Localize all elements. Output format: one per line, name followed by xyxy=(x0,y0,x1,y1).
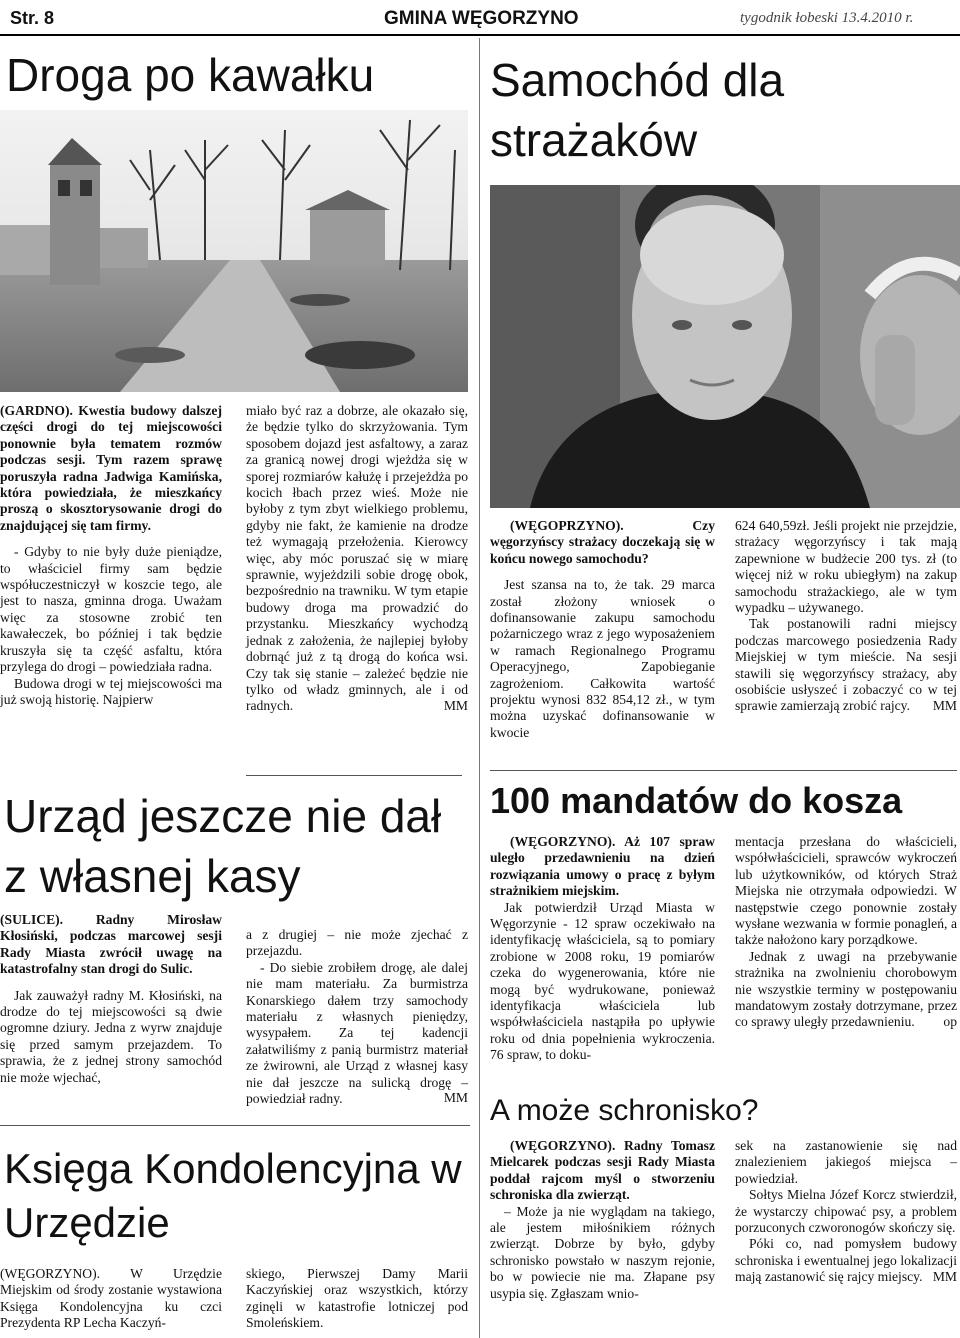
article-title-schronisko: A może schronisko? xyxy=(490,1094,759,1127)
page-number: Str. 8 xyxy=(10,8,55,28)
article3-lead: (SULICE). Radny Mirosław Kłosiński, podczas marcowej sesji Rady Miasta zwrócił uwagę na katastrofalny stan drogi do Sulic. xyxy=(0,912,222,977)
paragraph: Tak postanowili radni miejscy podczas marcowego posiedzenia Rady Miejskiej w tym mieście. Na sesji stawili się węgorzyńscy strażacy, aby osobiście usłyszeć i zobaczyć co w tej sprawie zamierzają zrobić rajcy. xyxy=(735,616,957,714)
header-rule xyxy=(0,34,960,36)
article-rule xyxy=(0,1125,470,1126)
issue-date: tygodnik łobeski 13.4.2010 r. xyxy=(740,10,914,26)
column-divider xyxy=(479,38,480,1338)
paragraph: Budowa drogi w tej miejscowości ma już swoją historię. Najpierw xyxy=(0,675,222,707)
signature: op xyxy=(943,1013,957,1029)
signature: MM xyxy=(443,697,468,713)
signature: MM xyxy=(932,697,957,713)
article4-column2 xyxy=(735,834,957,1030)
article1-column2 xyxy=(246,403,468,714)
section-title: GMINA WĘGORZYNO xyxy=(384,8,579,29)
paragraph: Póki co, nad pomysłem budowy schroniska i ewentualnej jego lokalizacji mają zastanowić się rajcy miejscy. xyxy=(735,1236,957,1285)
paragraph: skiego, Pierwszej Damy Marii Kaczyńskiej oraz wszystkich, którzy zginęli w katastrofie lotniczej pod Smoleńskiem. xyxy=(246,1266,468,1331)
paragraph: Jest szansa na to, że tak. 29 marca został złożony wniosek o dofinansowanie zakupu samochodu pożarniczego wraz z jego wyposażeniem w ramach Regionalnego Programu Operacyjnego, Zapobieganie zagrożeniom. Całkowita wartość projektu wynosi 832 854,12 zł., w tym można uzyskać dofinansowanie w kwocie xyxy=(490,577,715,740)
paragraph: - Gdyby to nie były duże pieniądze, to właściciel firmy sam będzie współuczestniczył w koszcie tego, ale jest to nasza, gminna droga. Uważam więc za stosowne zrobić ten kawałeczek, bo później i tak będzie kruszyła się ta część asfaltu, która przylega do drogi – powiedziała radna. xyxy=(0,544,222,675)
paragraph: a z drugiej – nie może zjechać z przejazdu. xyxy=(246,927,468,959)
paragraph: – Może ja nie wyglądam na takiego, ale jestem miłośnikiem różnych zwierząt. Dobrze by było, gdyby schronisko powstało w naszym rejonie, bo w powiecie nie ma. Złapane psy usypia się. Zgłaszam wnio- xyxy=(490,1203,715,1301)
paragraph: (WĘGORZYNO). W Urzędzie Miejskim od środy zostanie wystawiona Księga Kondolencyjna ku czci Prezydenta RP Lecha Kaczyń- xyxy=(0,1266,222,1331)
paragraph: mentacja przesłana do właścicieli, współwłaścicieli, sprawców wykroczeń lub użytkowników, od których Straż Miejska nie otrzymała odpowiedzi. W następstwie czego ponownie zostały wysłane wezwania w formie ponagleń, a także nałożono kary porządkowe. xyxy=(735,834,957,948)
paragraph: Jak zauważył radny M. Kłosiński, na drodze do tej miejscowości są dwie ogromne dziury. Jedna z wyrw znajduje się przed samym przejazdem. To sprawia, że z jednej strony samochód nie może wjechać, xyxy=(0,987,222,1085)
article-title-samochod: Samochód dla strażaków xyxy=(490,54,785,166)
article5-column1 xyxy=(490,1138,715,1302)
article6-column2 xyxy=(246,1266,468,1332)
paragraph: 624 640,59zł. Jeśli projekt nie przejdzie, strażacy węgorzyńscy i tak mają zapewnione w budżecie 200 tys. zł (to więcej niż w roku ubiegłym) na zakup samochodu strażackiego, ale w tym wypadku – używanego. xyxy=(735,518,957,616)
article1-column1 xyxy=(0,403,222,708)
article4-lead: (WĘGORZYNO). Aż 107 spraw uległo przedawnieniu na dzień rozwiązania umowy o pracę z byłym strażnikiem miejskim. xyxy=(490,834,715,899)
article2-column1 xyxy=(490,518,715,741)
article-title-mandaty: 100 mandatów do kosza xyxy=(490,780,903,821)
article2-lead: (WĘGOPRZYNO). Czy węgorzyńscy strażacy doczekają się w końcu nowego samochodu? xyxy=(490,518,715,566)
paragraph: Jak potwierdził Urząd Miasta w Węgorzynie - 12 spraw oczekiwało na identyfikację właściciela, są to pomiary zrobione w 2008 roku, 19 pomiarów czeka do wygenerowania, które nie mogą być wydrukowane, ponieważ identyfikacja właściciela lub współwłaściciela nastąpiła po upływie roku od dnia popełnienia wykroczenia. 76 spraw, to doku- xyxy=(490,899,715,1063)
article-rule xyxy=(490,770,957,771)
article5-column2 xyxy=(735,1138,957,1285)
paragraph: miało być raz a dobrze, ale okazało się, że będzie tylko do skrzyżowania. Tym sposobem dojazd jest asfaltowy, a zaraz za granicą nowej drogi wjeżdża się w sporej rozmiarów kałużę i przejeżdża po kocich łbach przez wieś. Może nie byłoby z tym zbyt wielkiego problemu, gdyby nie fakt, że kamienie na drodze też wymagają przełożenia. Kierowcy więc, aby móc poruszać się w miarę sprawnie, wyjeżdzili sobie drogę obok, bezpośrednio na trawniku. W tym etapie budowy droga ma prowadzić do przystanku. Mieszkańcy wychodzą jednak z założenia, że najlepiej byłoby dobrnąć już z tą drogą do końca wsi. Czy tak się stanie – zależeć będzie nie tylko od władz gminnych, ale i od radnych. xyxy=(246,403,468,714)
article5-lead: (WĘGORZYNO). Radny Tomasz Mielcarek podczas sesji Rady Miasta poddał rajcom myśl o stworzeniu schroniska dla zwierząt. xyxy=(490,1138,715,1203)
article6-column1 xyxy=(0,1266,222,1332)
paragraph: Jednak z uwagi na przebywanie strażnika na zwolnieniu chorobowym nie wszystkie terminy w postępowaniu mandatowym zostały dotrzymane, przez co sprawy uległy przedawnieniu. xyxy=(735,948,957,1030)
firefighters-photo xyxy=(490,185,960,508)
paragraph: sek na zastanowienie się nad znalezieniem jakiegoś miejsca – powiedział. xyxy=(735,1138,957,1186)
article-title-urzad: Urząd jeszcze nie dał z własnej kasy xyxy=(4,790,442,902)
article4-column1 xyxy=(490,834,715,1064)
article-title-ksiega: Księga Kondolencyjna w Urzędzie xyxy=(4,1145,462,1246)
article-title-droga: Droga po kawałku xyxy=(6,49,375,101)
road-photo xyxy=(0,110,468,392)
article2-column2 xyxy=(735,518,957,714)
signature: MM xyxy=(932,1268,957,1284)
article3-column1 xyxy=(0,912,222,1086)
article3-column2 xyxy=(246,927,468,1107)
paragraph: - Do siebie zrobiłem drogę, ale dalej nie mam materiału. Za burmistrza Konarskiego dałem trzy samochody materiału z własnych pieniędzy, wysypałem. Za tej kadencji załatwiliśmy z panią burmistrz materiał ze żwirowni, ale Urząd z własnej kasy nie dał jeszcze na sulicką drogę – powiedział radny. xyxy=(246,959,468,1107)
article-rule xyxy=(246,775,462,776)
article1-lead: (GARDNO). Kwestia budowy dalszej części drogi do tej miejscowości ponownie była tematem rozmów podczas sesji. Tym razem sprawę poruszyła radna Jadwiga Kamińska, która powiedziała, że mieszkańcy proszą o skosztorysowanie drogi do znajdującej się tam firmy. xyxy=(0,403,222,533)
paragraph: Sołtys Mielna Józef Korcz stwierdził, że wystarczy chipować psy, a problem porzuconych czworonogów skończy się. xyxy=(735,1187,957,1236)
signature: MM xyxy=(443,1090,468,1106)
